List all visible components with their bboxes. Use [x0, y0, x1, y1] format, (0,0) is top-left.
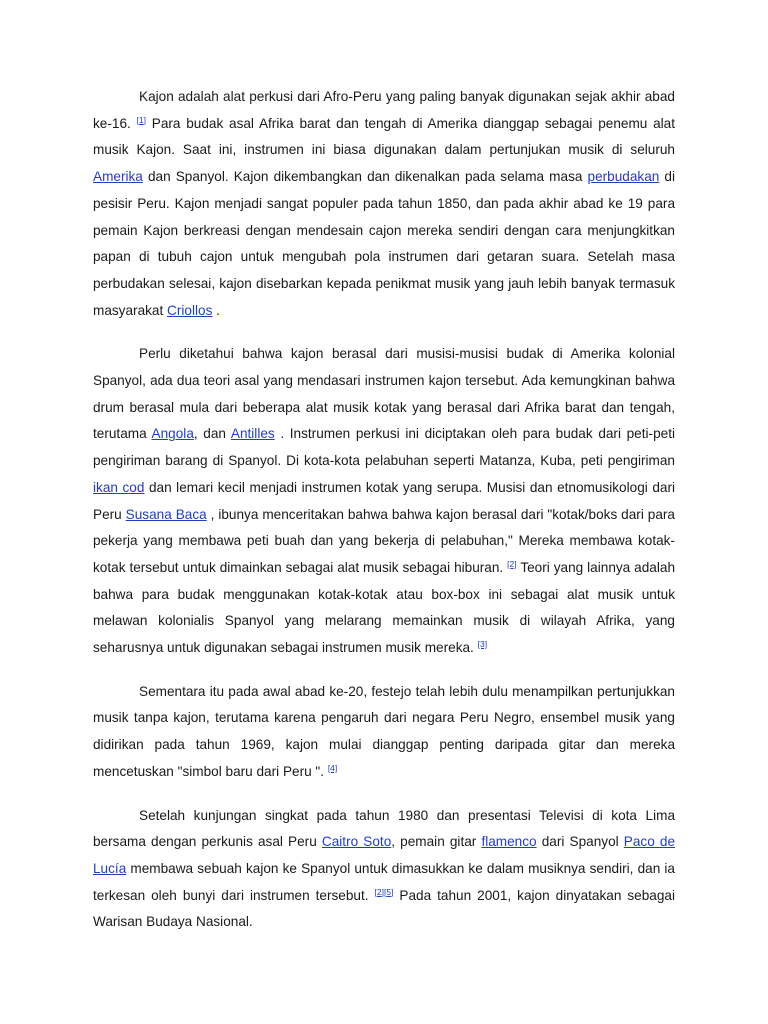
link-criollos[interactable]: Criollos: [167, 302, 213, 318]
link-perbudakan[interactable]: perbudakan: [587, 169, 660, 185]
link-antilles[interactable]: Antilles: [230, 426, 275, 442]
text-segment: Teori yang lainnya adalah bahwa para budak menggunakan kotak-kotak atau box-box ini sebagai alat musik untuk melawan kolonialis Spanyol yang melarang memainkan musik di wilayah Afrika, yang seharusnya untuk digunakan sebagai instrumen musik mereka.: [93, 559, 676, 656]
paragraph-1: [93, 84, 675, 324]
link-ikan-cod[interactable]: ikan cod: [93, 479, 145, 495]
citation-link[interactable]: [3]: [477, 639, 488, 650]
text-segment: dan Spanyol. Kajon dikembangkan dan dikenalkan pada selama masa: [142, 169, 588, 185]
paragraph-3: [93, 679, 675, 786]
citation-4: [328, 763, 337, 773]
citation-link[interactable]: [4]: [327, 762, 338, 773]
link-flamenco[interactable]: flamenco: [481, 834, 537, 850]
citation-5: [384, 887, 393, 897]
link-caitro-soto[interactable]: Caitro Soto: [321, 834, 392, 850]
text-segment: , pemain gitar: [391, 834, 482, 850]
text-segment: Kajon adalah alat perkusi dari Afro-Peru yang paling banyak digunakan sejak akhir abad ke-16.: [93, 89, 675, 131]
document-body: [93, 84, 675, 953]
text-segment: , ibunya menceritakan bahwa bahwa kajon berasal dari "kotak/boks dari para pekerja yang membawa peti buah dan yang bekerja di pelabuhan," Mereka membawa kotak-kotak tersebut untuk dimainkan sebagai alat musik sebagai hiburan.: [93, 506, 675, 575]
paragraph-2: [93, 341, 675, 661]
link-paco-de-lucia[interactable]: Paco de Lucía: [93, 834, 676, 876]
text-segment: Pada tahun 2001, kajon dinyatakan sebagai Warisan Budaya Nasional.: [93, 887, 675, 930]
text-segment: , dan: [193, 426, 231, 442]
citation-link[interactable]: [5]: [383, 886, 394, 897]
text-segment: Sementara itu pada awal abad ke-20, festejo telah lebih dulu menampilkan pertunjukkan musik tanpa kajon, terutama karena pengaruh dari negara Peru Negro, ensembel musik yang didirikan pada tahun 1969, kajon mulai dianggap penting daripada gitar dan mereka mencetuskan "simbol baru dari Peru ".: [93, 683, 675, 779]
text-segment: Perlu diketahui bahwa kajon berasal dari musisi-musisi budak di Amerika kolonial Spanyol, ada dua teori asal yang mendasari instrumen kajon tersebut. Ada kemungkinan bahwa drum berasal mula dari beberapa alat musik kotak yang berasal dari Afrika barat dan tengah, terutama: [93, 346, 675, 442]
citation-3: [478, 639, 487, 649]
citation-1: [137, 115, 146, 125]
text-segment: di pesisir Peru. Kajon menjadi sangat populer pada tahun 1850, dan pada akhir abad ke 19 para pemain Kajon berkreasi dengan mendesain cajon mereka sendiri dengan cara menjungkitkan papan di tubuh cajon untuk mengubah pola instrumen dari getaran suara. Setelah masa perbudakan selesai, kajon disebarkan kepada penikmat musik yang jauh lebih banyak termasuk masyarakat: [93, 169, 675, 318]
text-segment: . Instrumen perkusi ini diciptakan oleh para budak dari peti-peti pengiriman barang di Spanyol. Di kota-kota pelabuhan seperti Matanza, Kuba, peti pengiriman: [93, 426, 675, 469]
citation-link[interactable]: [2]: [374, 886, 384, 897]
link-angola[interactable]: Angola: [151, 426, 194, 442]
text-segment: Para budak asal Afrika barat dan tengah di Amerika dianggap sebagai penemu alat musik Kajon. Saat ini, instrumen ini biasa digunakan dalam pertunjukan musik di seluruh: [93, 115, 675, 158]
paragraph-4: [93, 803, 675, 937]
citation-2b: [375, 887, 384, 897]
text-segment: Setelah kunjungan singkat pada tahun 1980 dan presentasi Televisi di kota Lima bersama dengan perkunis asal Peru: [93, 807, 675, 850]
text-segment: membawa sebuah kajon ke Spanyol untuk dimasukkan ke dalam musiknya sendiri, dan ia terkesan oleh bunyi dari instrumen tersebut.: [93, 860, 675, 903]
link-amerika[interactable]: Amerika: [93, 169, 143, 185]
link-susana-baca[interactable]: Susana Baca: [125, 506, 207, 522]
citation-2: [507, 559, 516, 569]
citation-link[interactable]: [2]: [507, 558, 517, 569]
text-segment: dari Spanyol: [536, 834, 624, 850]
citation-link[interactable]: [1]: [136, 114, 146, 125]
text-segment: dan lemari kecil menjadi instrumen kotak yang serupa. Musisi dan etnomusikologi dari Peru: [93, 479, 675, 522]
text-segment: .: [212, 302, 220, 318]
